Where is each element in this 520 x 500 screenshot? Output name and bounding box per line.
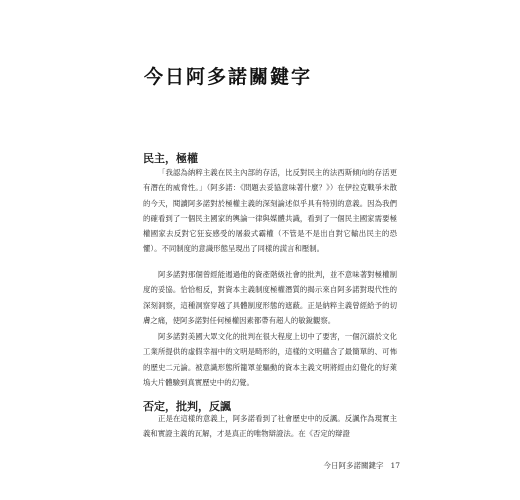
section-heading-democracy: 民主，極權: [143, 152, 198, 165]
page-number: 17: [390, 461, 400, 470]
chapter-title: 今日阿多諾關鍵字: [144, 66, 313, 88]
body-paragraph: 「我認為納粹主義在民主內部的存活，比反對民主的法西斯傾向的存活更有潛在的威脅性。」（阿多諾：《問題去妥協意味著什麼？》）在伊拉克戰爭未散的今天，閱讀阿多諾對於極權主義的深刻論述似乎具有特別的意義。因為我們的確看到了一個民主國家的輿論一律與媒體共識，看到了一個民主國家需要極權國家去反對它狂妄感受的屠殺式霸權（不管是不是出自對它輸出民主的恐懼）。不同制度的意識形態呈現出了同樣的謊言和壓制。: [143, 168, 397, 254]
body-paragraph: 阿多諾對美國大眾文化的批判在很大程度上切中了要害，一個沉溺於文化工業所提供的虛假幸福中的文明是畸形的，這樣的文明蘊含了最簡單的、可怖的歷史二元論。被意識形態所籠罩並驅動的資本主義文明將經由幻覺化的好萊塢大片體驗到真實歷史中的幻覺。: [143, 332, 397, 387]
body-paragraph: 阿多諾對那個曾經能遏過他的資產階級社會的批判，並不意味著對極權制度的妥協。恰恰相反，對資本主義制度極權潛質的揭示來自阿多諾對現代性的深刻洞察，這種洞察穿越了具體制度形態的遮蔽。正是納粹主義曾經給予的切膚之痛，使阿多諾對任何極權因素都帶有超人的敏銳觀察。: [143, 270, 397, 325]
body-paragraph: 正是在這樣的意義上，阿多諾看到了社會歷史中的反諷。反諷作為現實主義和實證主義的瓦解，才是真正的唯物辯證法。在《否定的辯證: [143, 414, 397, 439]
section-heading-negation: 否定，批判，反諷: [143, 400, 231, 413]
running-title: 今日阿多諾關鍵字: [323, 461, 384, 470]
page-footer: [300, 460, 400, 471]
